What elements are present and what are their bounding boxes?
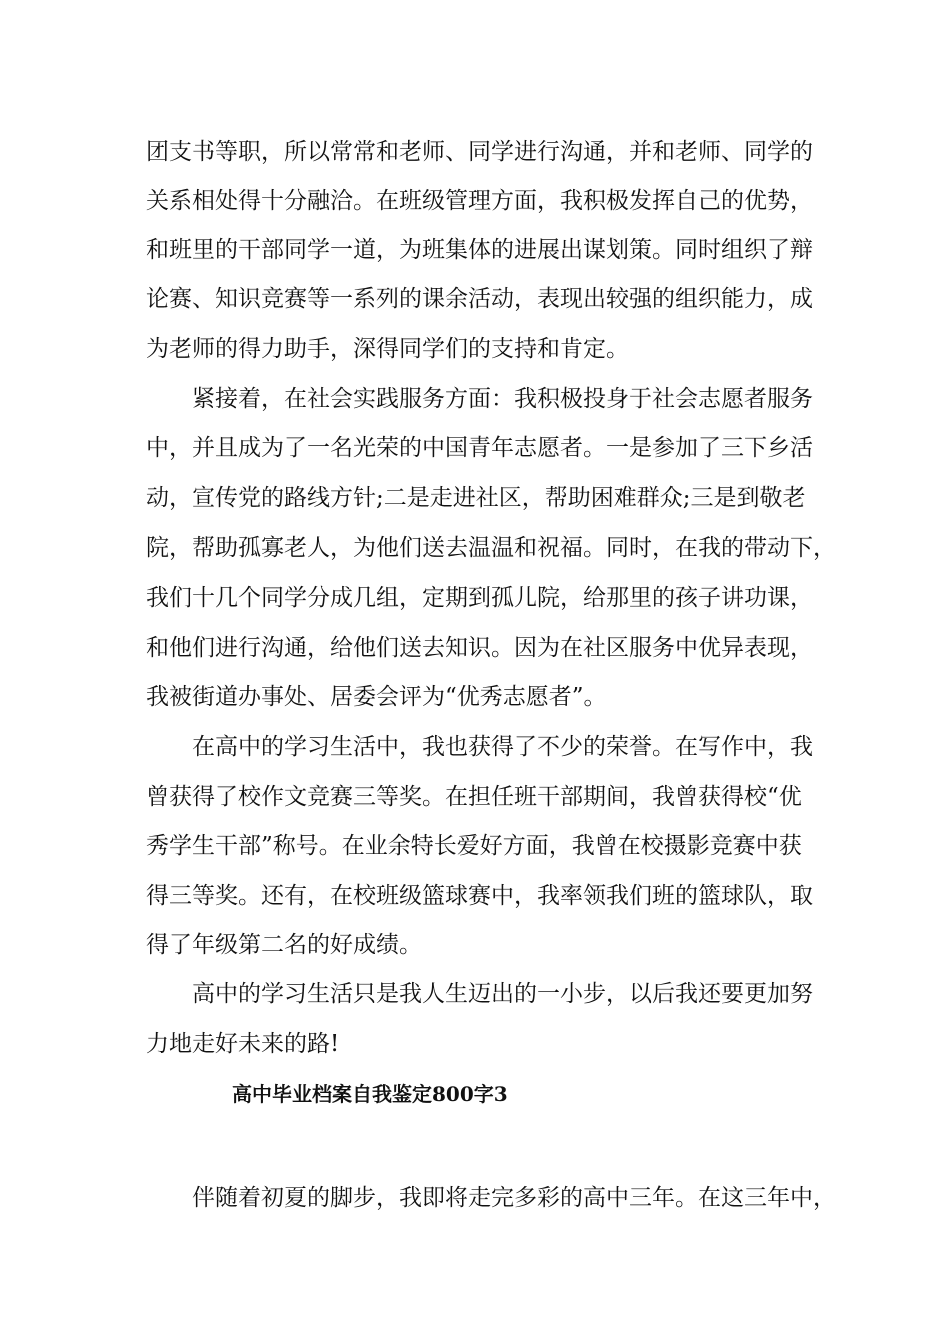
paragraph-3-line-4: 得三等奖。还有，在校班级篮球赛中，我率领我们班的篮球队，取 (146, 883, 813, 909)
paragraph-3-line-3: 秀学生干部”称号。在业余特长爱好方面，我曾在校摄影竞赛中获 (146, 833, 802, 859)
paragraph-1-line-2: 关系相处得十分融洽。在班级管理方面，我积极发挥自己的优势， (146, 188, 813, 214)
paragraph-3-line-2: 曾获得了校作文竞赛三等奖。在担任班干部期间，我曾获得校“优 (146, 784, 802, 810)
paragraph-2-line-5: 我们十几个同学分成几组，定期到孤儿院，给那里的孩子讲功课， (146, 585, 813, 611)
paragraph-3-line-1: 在高中的学习生活中，我也获得了不少的荣誉。在写作中，我 (192, 734, 813, 760)
paragraph-2-line-3: 动，宣传党的路线方针;二是走进社区，帮助困难群众;三是到敬老 (146, 485, 806, 511)
section-heading: 高中毕业档案自我鉴定800字3 (232, 1082, 508, 1106)
paragraph-2-line-6: 和他们进行沟通，给他们送去知识。因为在社区服务中优异表现， (146, 635, 813, 661)
paragraph-1-line-3: 和班里的干部同学一道，为班集体的进展出谋划策。同时组织了辩 (146, 237, 813, 263)
paragraph-4-line-1: 高中的学习生活只是我人生迈出的一小步，以后我还要更加努 (192, 981, 813, 1007)
paragraph-2-line-1: 紧接着，在社会实践服务方面：我积极投身于社会志愿者服务 (192, 386, 813, 412)
paragraph-5-line-1: 伴随着初夏的脚步，我即将走完多彩的高中三年。在这三年中， (192, 1185, 836, 1211)
paragraph-2-line-2: 中，并且成为了一名光荣的中国青年志愿者。一是参加了三下乡活 (146, 435, 813, 461)
paragraph-3-line-5: 得了年级第二名的好成绩。 (146, 932, 422, 958)
paragraph-4-line-2: 力地走好未来的路! (146, 1031, 340, 1057)
paragraph-1-line-1: 团支书等职，所以常常和老师、同学进行沟通，并和老师、同学的 (146, 139, 813, 165)
paragraph-1-line-4: 论赛、知识竞赛等一系列的课余活动，表现出较强的组织能力，成 (146, 286, 813, 312)
paragraph-1-line-5: 为老师的得力助手，深得同学们的支持和肯定。 (146, 336, 629, 362)
paragraph-2-line-7: 我被街道办事处、居委会评为“优秀志愿者”。 (146, 684, 607, 710)
paragraph-2-line-4: 院，帮助孤寡老人，为他们送去温温和祝福。同时，在我的带动下， (146, 535, 836, 561)
